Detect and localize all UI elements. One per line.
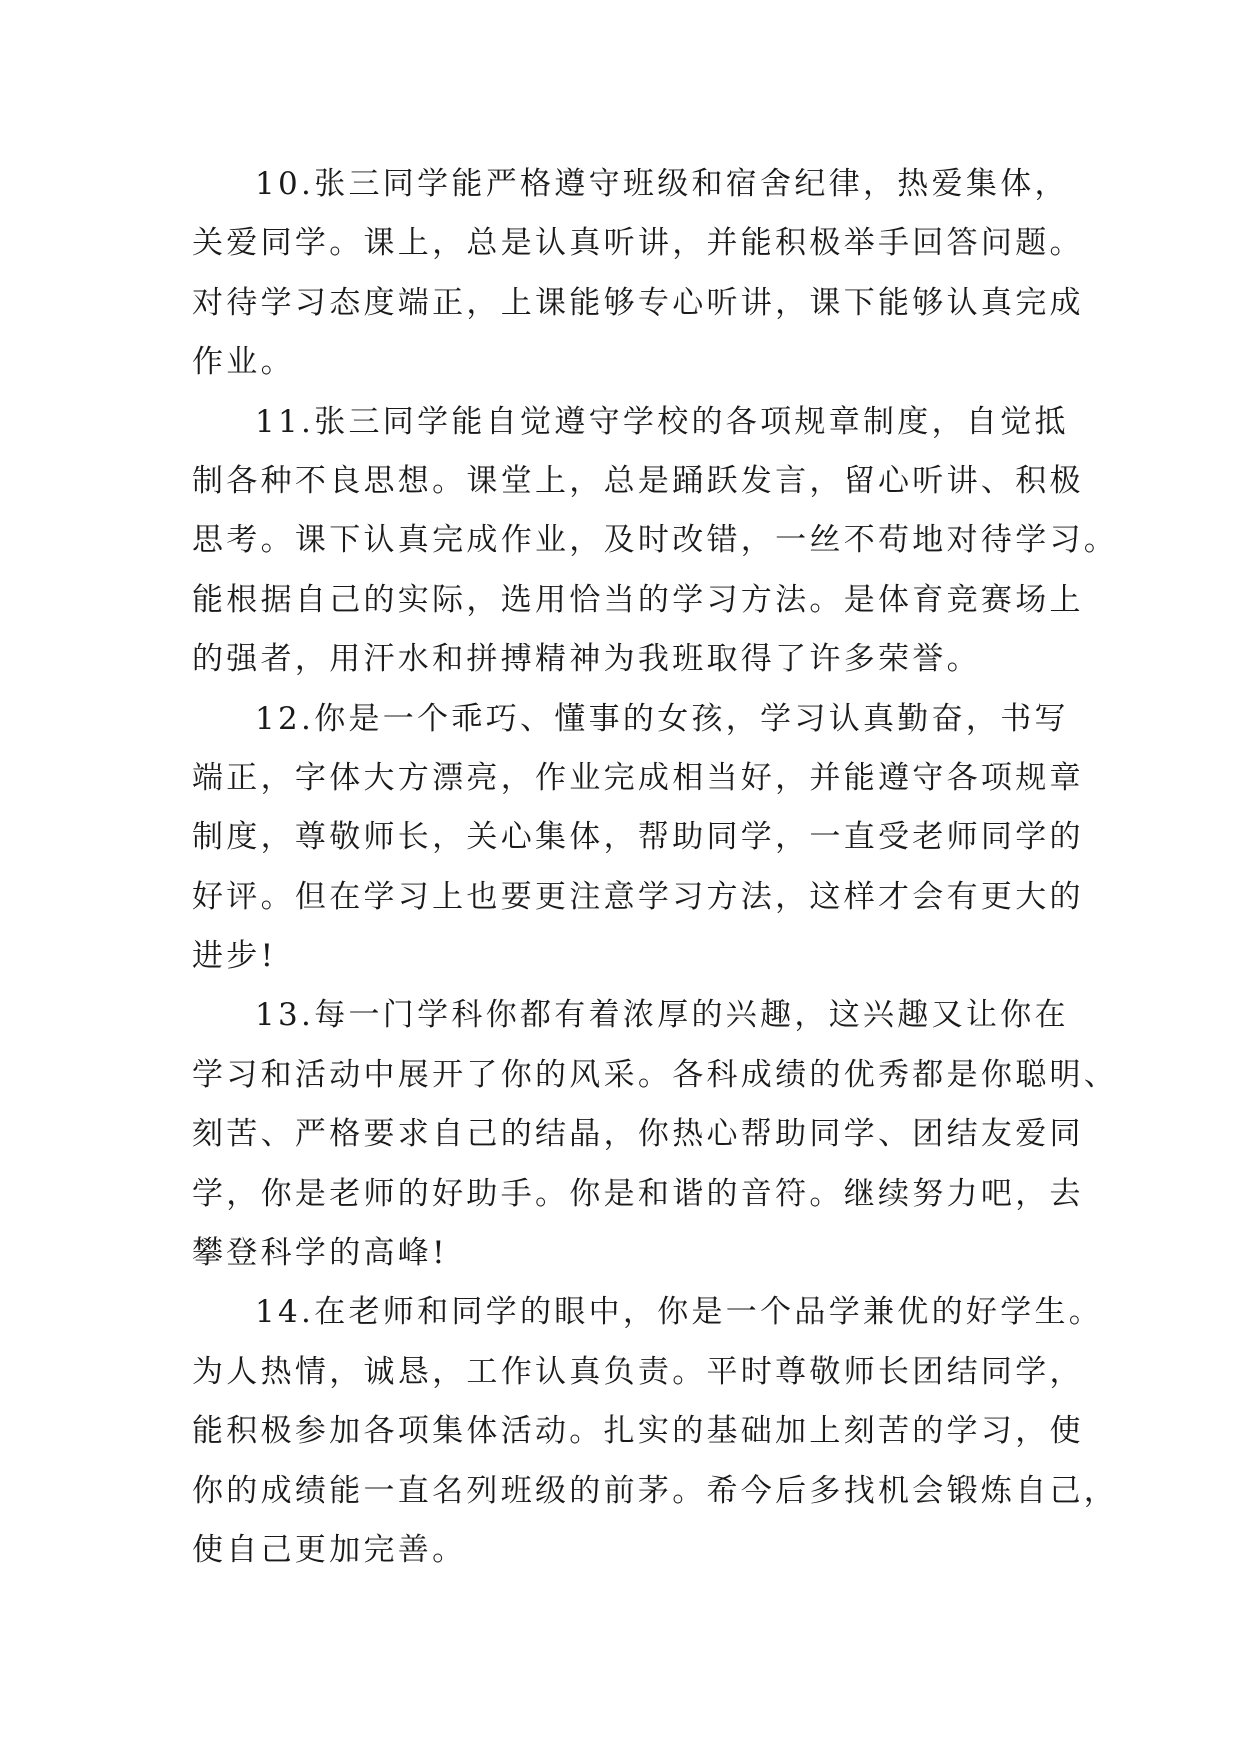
document-body (192, 155, 1119, 1580)
text-line: 制各种不良思想。课堂上，总是踊跃发言，留心听讲、积极 (192, 462, 1084, 499)
text-line: 学，你是老师的好助手。你是和谐的音符。继续努力吧，去 (192, 1175, 1084, 1212)
paragraph-14 (192, 1283, 1119, 1580)
text-line: 12.你是一个乖巧、懂事的女孩，学习认真勤奋，书写 (255, 700, 1069, 737)
text-line: 好评。但在学习上也要更注意学习方法，这样才会有更大的 (192, 878, 1084, 915)
paragraph-10 (192, 155, 1084, 393)
text-line: 作业。 (192, 344, 295, 381)
text-line: 进步! (192, 938, 277, 975)
text-line: 10.张三同学能严格遵守班级和宿舍纪律，热爱集体， (255, 166, 1069, 202)
text-line: 刻苦、严格要求自己的结晶，你热心帮助同学、团结友爱同 (192, 1116, 1084, 1153)
text-line: 攀登科学的高峰! (192, 1235, 448, 1272)
text-line: 使自己更加完善。 (192, 1531, 467, 1568)
text-line: 对待学习态度端正，上课能够专心听讲，课下能够认真完成 (192, 284, 1084, 321)
text-line: 思考。课下认真完成作业，及时改错，一丝不苟地对待学习。 (192, 522, 1119, 559)
text-line: 端正，字体大方漂亮，作业完成相当好，并能遵守各项规章 (192, 759, 1084, 796)
text-line: 13.每一门学科你都有着浓厚的兴趣，这兴趣又让你在 (255, 997, 1069, 1034)
text-line: 制度，尊敬师长，关心集体，帮助同学，一直受老师同学的 (192, 819, 1084, 856)
text-line: 能根据自己的实际，选用恰当的学习方法。是体育竞赛场上 (192, 581, 1084, 618)
text-line: 11.张三同学能自觉遵守学校的各项规章制度，自觉抵 (255, 403, 1069, 440)
text-line: 关爱同学。课上，总是认真听讲，并能积极举手回答问题。 (192, 225, 1084, 262)
text-line: 为人热情，诚恳，工作认真负责。平时尊敬师长团结同学， (192, 1353, 1084, 1390)
text-line: 的强者，用汗水和拼搏精神为我班取得了许多荣誉。 (192, 641, 981, 678)
paragraph-13 (192, 986, 1119, 1283)
text-line: 14.在老师和同学的眼中，你是一个品学兼优的好学生。 (255, 1294, 1104, 1331)
text-line: 学习和活动中展开了你的风采。各科成绩的优秀都是你聪明、 (192, 1056, 1119, 1093)
paragraph-12 (192, 690, 1084, 987)
paragraph-11 (192, 393, 1119, 690)
text-line: 你的成绩能一直名列班级的前茅。希今后多找机会锻炼自己， (192, 1472, 1119, 1509)
text-line: 能积极参加各项集体活动。扎实的基础加上刻苦的学习，使 (192, 1413, 1084, 1450)
